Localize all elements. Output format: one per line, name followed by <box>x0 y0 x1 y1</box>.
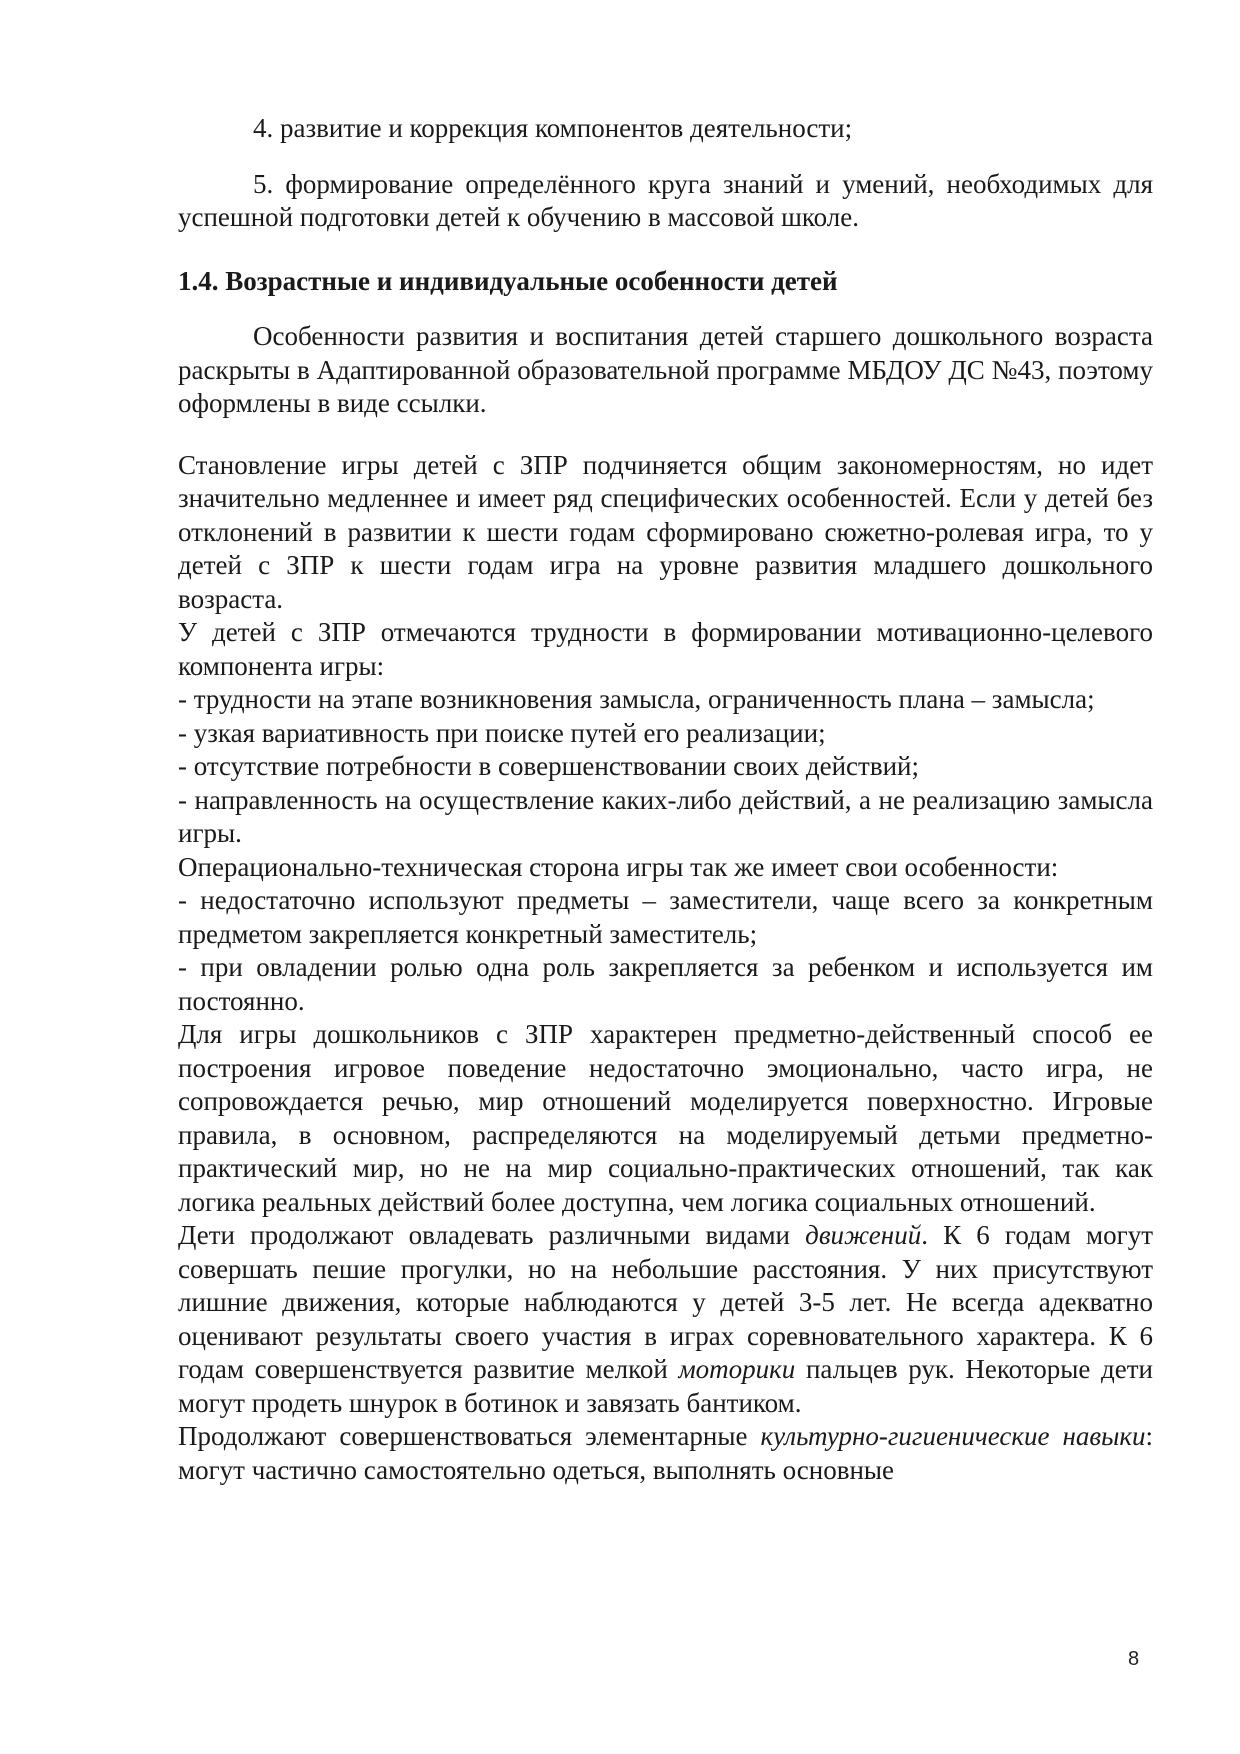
movement-paragraph <box>178 1219 1153 1420</box>
hygiene-emphasis: культурно-гигиенические навыки <box>760 1421 1146 1451</box>
hygiene-text-1: Продолжают совершенствоваться элементарные <box>178 1421 761 1451</box>
list-item-5: 5. формирование определённого круга знаний и умений, необходимых для успешной подготовки детей к обучению в массовой школе. <box>178 168 1153 232</box>
motivation-intro: У детей с ЗПР отмечаются трудности в формировании мотивационно-целевого компонента игры: <box>178 617 1153 681</box>
movement-text-1: Дети продолжают овладевать различными видами <box>178 1220 806 1250</box>
preschool-paragraph: Для игры дошкольников с ЗПР характерен предметно-действенный способ ее построения игровое поведение недостаточно эмоционально, часто игра, не сопровождается речью, мир отношений моделируется поверхностно. Игровые правила, в основном, распределяются на моделируемый детьми предметно-практический мир, но не на мир социально-практических отношений, так как логика реальных действий более доступна, чем логика социальных отношений. <box>178 1019 1153 1217</box>
document-page <box>178 112 1153 1487</box>
movement-text-2: . К 6 годам могут совершать пешие прогулки, но на небольшие расстояния. У них присутствуют лишние движения, которые наблюдаются у детей 3-5 лет. Не всегда адекватно оценивают результаты своего участия в играх соревновательного характера. К 6 годам совершенствуется развитие мелкой <box>178 1220 1153 1384</box>
hygiene-text-2: : могут частично самостоятельно одеться, выполнять основные <box>178 1421 1153 1485</box>
play-paragraph: Становление игры детей с ЗПР подчиняется общим закономерностям, но идет значительно медленнее и имеет ряд специфических особенностей. Если у детей без отклонений в развитии к шести годам сформировано сюжетно-ролевая игра, то у детей с ЗПР к шести годам игра на уровне развития младшего дошкольного возраста. <box>178 449 1153 614</box>
movement-text-3: пальцев рук. Некоторые дети могут продеть шнурок в ботинок и завязать бантиком. <box>178 1354 1153 1418</box>
operational-intro: Операционально-техническая сторона игры так же имеет свои особенности: <box>178 851 1059 882</box>
motivation-item: - направленность на осуществление каких-либо действий, а не реализацию замысла игры. <box>178 784 1153 848</box>
page-number: 8 <box>1128 1648 1140 1670</box>
operational-item: - при овладении ролью одна роль закрепляется за ребенком и используется им постоянно. <box>178 952 1153 1016</box>
hygiene-paragraph <box>178 1420 1153 1487</box>
motivation-item: - узкая вариативность при поиске путей его реализации; <box>178 717 826 748</box>
motivation-item: - отсутствие потребности в совершенствовании своих действий; <box>178 751 919 781</box>
operational-item: - недостаточно используют предметы – заместители, чаще всего за конкретным предметом закрепляется конкретный заместитель; <box>178 885 1153 949</box>
section-heading: 1.4. Возрастные и индивидуальные особенности детей <box>178 265 838 296</box>
movement-emphasis-2: моторики <box>678 1354 796 1384</box>
intro-paragraph: Особенности развития и воспитания детей старшего дошкольного возраста раскрыты в Адаптированной образовательной программе МБДОУ ДС №43, поэтому оформлены в виде ссылки. <box>178 321 1153 418</box>
motivation-item: - трудности на этапе возникновения замысла, ограниченность плана – замысла; <box>178 684 1095 714</box>
movement-emphasis-1: движений <box>805 1220 922 1250</box>
list-item-4: 4. развитие и коррекция компонентов деятельности; <box>253 113 853 143</box>
